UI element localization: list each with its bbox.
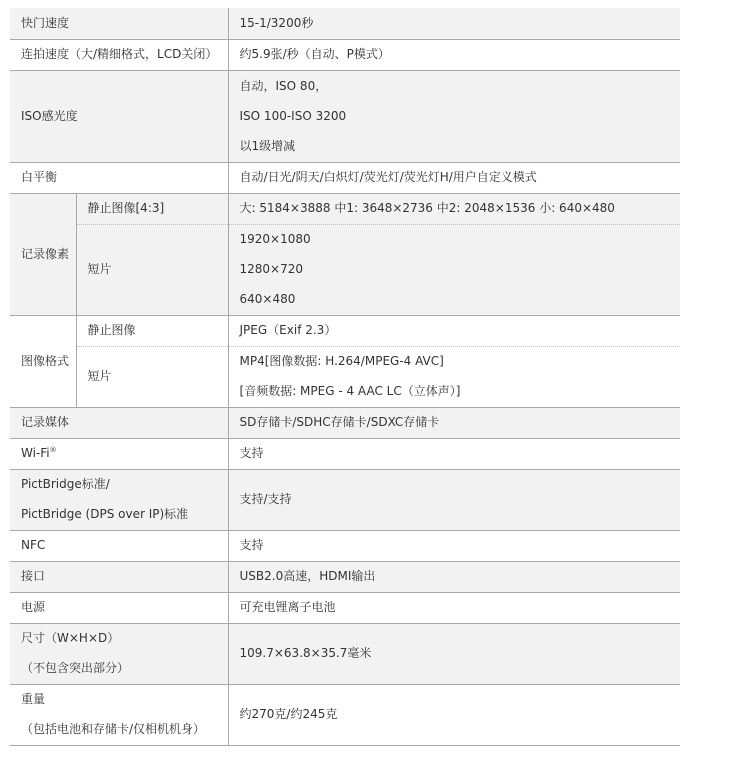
pixels-line-2: 1280×720: [239, 262, 304, 276]
spec-row-weight: [10, 684, 680, 745]
spec-row-iso: [10, 70, 680, 162]
spec-row-wb: [10, 162, 680, 193]
spec-row-size: [10, 623, 680, 684]
spec-value: [228, 70, 680, 162]
spec-label: 连拍速度（大/精细格式，LCD关闭）: [10, 39, 228, 70]
spec-value: 15-1/3200秒: [228, 8, 680, 39]
spec-row-format-still: [10, 315, 680, 346]
spec-value: 支持: [228, 530, 680, 561]
spec-row-shutter: [10, 8, 680, 39]
spec-row-wifi: [10, 438, 680, 469]
format-line-2: [音频数据: MPEG - 4 AAC LC（立体声）]: [239, 384, 461, 398]
spec-sublabel: 静止图像[4:3]: [76, 193, 228, 224]
pictbridge-label-1: PictBridge标准/: [21, 477, 110, 491]
spec-value: 大: 5184×3888 中1: 3648×2736 中2: 2048×1536 小: 640×480: [228, 193, 680, 224]
spec-sublabel: 静止图像: [76, 315, 228, 346]
spec-row-pixels-movie: [10, 224, 680, 315]
spec-sublabel: 短片: [76, 346, 228, 407]
spec-value: USB2.0高速，HDMI输出: [228, 561, 680, 592]
iso-line-2: ISO 100-ISO 3200: [239, 108, 347, 123]
weight-label-2: （包括电池和存储卡/仅相机机身）: [21, 722, 206, 736]
spec-value: 约270克/约245克: [228, 684, 680, 745]
spec-sublabel: 短片: [76, 224, 228, 315]
spec-label: 电源: [10, 592, 228, 623]
spec-row-interface: [10, 561, 680, 592]
spec-label: [10, 684, 228, 745]
spec-row-burst: [10, 39, 680, 70]
spec-row-power: [10, 592, 680, 623]
spec-label: 记录媒体: [10, 407, 228, 438]
spec-label: 快门速度: [10, 8, 228, 39]
spec-label: [10, 469, 228, 530]
spec-value: 支持/支持: [228, 469, 680, 530]
size-label-2: （不包含突出部分）: [21, 661, 130, 675]
format-line-1: MP4[图像数据: H.264/MPEG-4 AVC]: [239, 354, 444, 368]
spec-row-pixels-still: [10, 193, 680, 224]
pixels-line-1: 1920×1080: [239, 232, 311, 246]
spec-row-nfc: [10, 530, 680, 561]
spec-row-format-movie: [10, 346, 680, 407]
size-label-1: 尺寸（W×H×D）: [21, 631, 120, 645]
spec-row-media: [10, 407, 680, 438]
pictbridge-label-2: PictBridge (DPS over IP)标准: [21, 507, 189, 521]
wifi-label: Wi-Fi: [21, 446, 50, 460]
spec-label: [10, 438, 228, 469]
spec-value: 支持: [228, 438, 680, 469]
registered-mark: ®: [49, 446, 57, 454]
pixels-line-3: 640×480: [239, 292, 296, 306]
spec-label: 接口: [10, 561, 228, 592]
spec-value: 可充电锂离子电池: [228, 592, 680, 623]
weight-label-1: 重量: [21, 692, 46, 706]
spec-label: [10, 623, 228, 684]
iso-line-1: 自动，ISO 80，: [239, 78, 328, 93]
spec-label: 白平衡: [10, 162, 228, 193]
spec-value: [228, 346, 680, 407]
spec-label: ISO感光度: [10, 70, 228, 162]
spec-value: 109.7×63.8×35.7毫米: [228, 623, 680, 684]
iso-line-3: 以1级增减: [239, 138, 296, 153]
spec-row-pictbridge: [10, 469, 680, 530]
spec-value: 自动/日光/阴天/白炽灯/荧光灯/荧光灯H/用户自定义模式: [228, 162, 680, 193]
spec-label: 记录像素: [10, 193, 76, 315]
spec-label: 图像格式: [10, 315, 76, 407]
spec-value: SD存储卡/SDHC存储卡/SDXC存储卡: [228, 407, 680, 438]
spec-label: NFC: [10, 530, 228, 561]
spec-table: [10, 8, 680, 746]
spec-value: JPEG（Exif 2.3）: [228, 315, 680, 346]
spec-value: 约5.9张/秒（自动、P模式）: [228, 39, 680, 70]
spec-value: [228, 224, 680, 315]
